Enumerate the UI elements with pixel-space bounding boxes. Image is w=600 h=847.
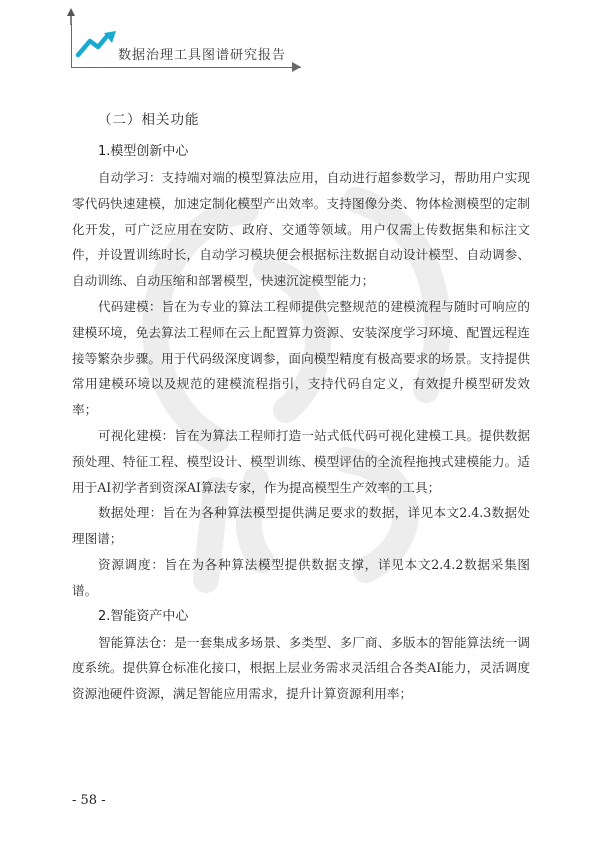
paragraph-visual-modeling: 可视化建模：旨在为算法工程师打造一站式低代码可视化建模工具。提供数据预处理、特征工程、模型设计、模型训练、模型评估的全流程拖拽式建模能力。适用于AI初学者到资深AI算法专家，作为提高模型生产效率的工具；: [72, 427, 530, 495]
section-heading: （二）相关功能: [98, 112, 200, 128]
trend-chart-icon: [0, 0, 130, 60]
subsection-title-asset-center: 2.智能资产中心: [98, 608, 189, 624]
page-number: - 58 -: [72, 793, 106, 808]
paragraph-resource-scheduling: 资源调度：旨在为各种算法模型提供数据支撑，详见本文2.4.2数据采集图谱。: [72, 556, 530, 598]
subsection-title-model-center: 1.模型创新中心: [98, 144, 189, 159]
paragraph-algorithm-warehouse: 智能算法仓：是一套集成多场景、多类型、多厂商、多版本的智能算法统一调度系统。提供算仓标准化接口，根据上层业务需求灵活组合各类AI能力，灵活调度资源池硬件资源，满足智能应用需求，提升计算资源利用率；: [72, 634, 530, 702]
paragraph-auto-learning: 自动学习：支持端对端的模型算法应用，自动进行超参数学习，帮助用户实现零代码快速建模，加速定制化模型产出效率。支持图像分类、物体检测模型的定制化开发，可广泛应用在安防、政府、交通等领域。用户仅需上传数据集和标注文件，并设置训练时长，自动学习模块便会根据标注数据自动设计模型、自动调参、自动训练、自动压缩和部署模型，快速沉淀模型能力；: [72, 170, 530, 289]
main-content: [72, 107, 530, 707]
paragraph-data-processing: 数据处理：旨在为各种算法模型提供满足要求的数据，详见本文2.4.3数据处理图谱；: [72, 505, 530, 547]
arrow-right-icon: [292, 62, 302, 72]
report-title: 数据治理工具图谱研究报告: [118, 48, 287, 63]
paragraph-code-modeling: 代码建模：旨在为专业的算法工程师提供完整规范的建模流程与随时可响应的建模环境，免去算法工程师在云上配置算力资源、安装深度学习环境、配置远程连接等繁杂步骤。用于代码级深度调参，面向模型精度有极高要求的场景。支持提供常用建模环境以及规范的建模流程指引，支持代码自定义，有效提升模型研发效率；: [72, 298, 530, 418]
